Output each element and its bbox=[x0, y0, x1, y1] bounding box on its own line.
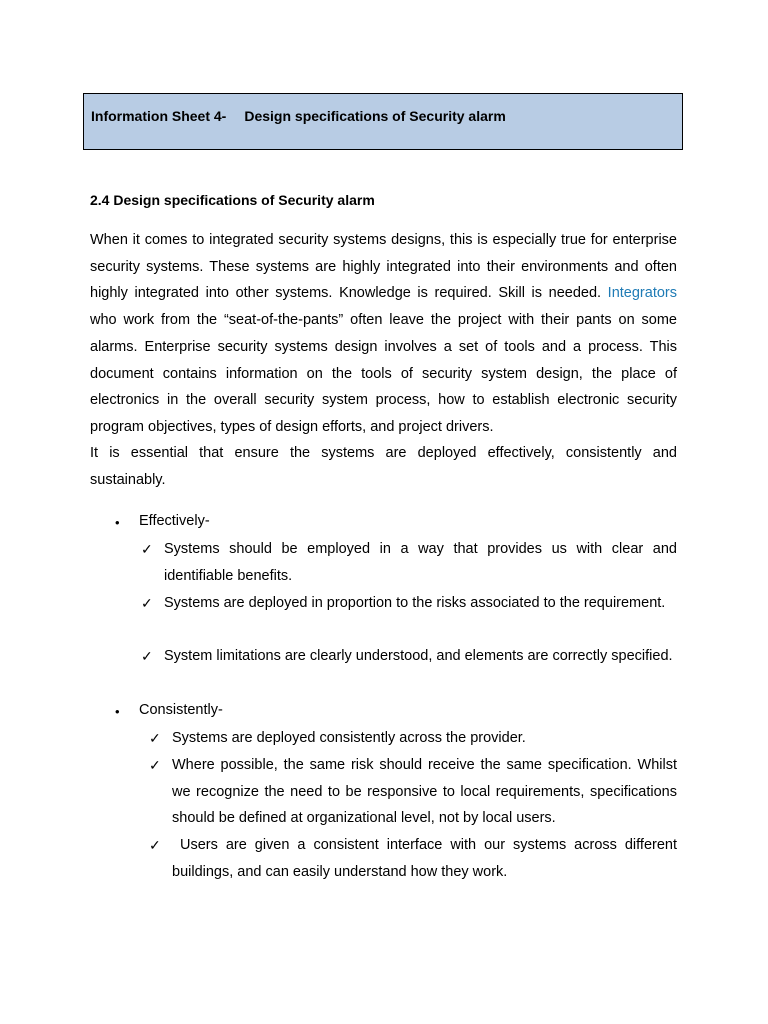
essential-paragraph: It is essential that ensure the systems are deployed effectively, consistently and sustainably. bbox=[90, 445, 677, 488]
checkmark-icon: ✓ bbox=[141, 648, 153, 664]
intro-paragraph bbox=[90, 227, 677, 441]
intro-text-end: who work from the “seat-of-the-pants” often leave the project with their pants on some alarms. Enterprise security systems design involves a set of tools and a process. This document contains information on the tools of security system design, the place of electronics in the overall security system process, how to establish electronic security program objectives, types of design efforts, and project drivers. bbox=[90, 312, 677, 435]
consistently-item-2: Where possible, the same risk should receive the same specification. Whilst we recognize the need to be responsive to local requirements, specifications should be defined at organizational level, not by local users. bbox=[172, 757, 677, 827]
consistently-item-3: Users are given a consistent interface with our systems across different buildings, and can easily understand how they work. bbox=[172, 837, 682, 880]
bullet-effectively-label: Effectively- bbox=[139, 513, 210, 529]
integrators-link[interactable]: Integrators bbox=[607, 285, 677, 302]
effectively-item-1: Systems should be employed in a way that provides us with clear and identifiable benefits. bbox=[164, 541, 677, 584]
header-title: Design specifications of Security alarm bbox=[244, 108, 506, 124]
section-heading: 2.4 Design specifications of Security alarm bbox=[90, 192, 375, 208]
checkmark-icon: ✓ bbox=[141, 541, 153, 557]
checkmark-icon: ✓ bbox=[149, 730, 161, 746]
header-text bbox=[91, 108, 506, 124]
consistently-item-1: Systems are deployed consistently across the provider. bbox=[172, 730, 526, 746]
checkmark-icon: ✓ bbox=[141, 595, 153, 611]
header-label: Information Sheet 4- bbox=[91, 108, 227, 124]
info-sheet-header bbox=[83, 93, 683, 150]
checkmark-icon: ✓ bbox=[149, 837, 161, 853]
effectively-item-3: System limitations are clearly understood, and elements are correctly specified. bbox=[164, 648, 673, 664]
bullet-dot-icon: • bbox=[115, 704, 120, 719]
bullet-dot-icon: • bbox=[115, 515, 120, 530]
checkmark-icon: ✓ bbox=[149, 757, 161, 773]
intro-text-start: When it comes to integrated security systems designs, this is especially true for enterprise security systems. These systems are highly integrated into their environments and often highly integrated into other systems. Knowledge is required. Skill is needed. bbox=[90, 232, 677, 302]
effectively-item-2: Systems are deployed in proportion to the risks associated to the requirement. bbox=[164, 595, 666, 611]
bullet-consistently-label: Consistently- bbox=[139, 702, 223, 718]
